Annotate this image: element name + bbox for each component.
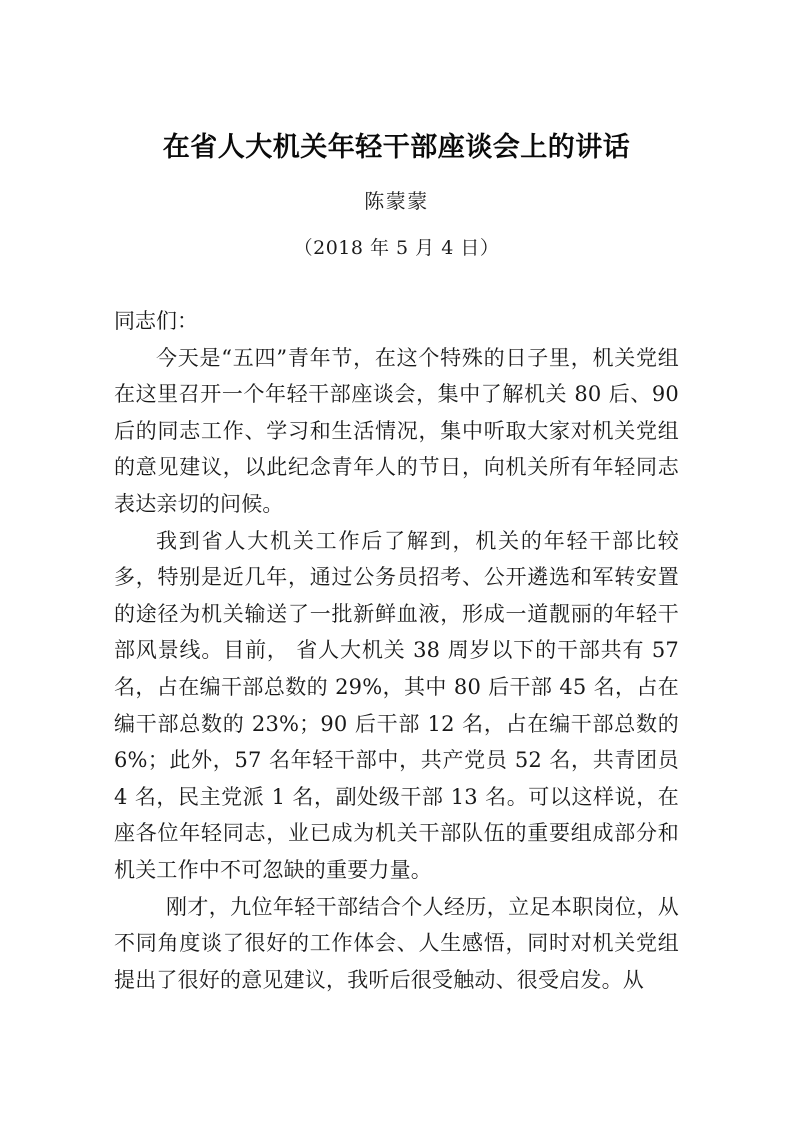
body-paragraph-1: 今天是“五四”青年节，在这个特殊的日子里，机关党组在这里召开一个年轻干部座谈会，集中了解机关 80 后、90 后的同志工作、学习和生活情况，集中听取大家对机关党组的意见建议，以此纪念青年人的节日，向机关所有年轻同志表达亲切的问候。 — [114, 345, 679, 516]
body-paragraph-2: 我到省人大机关工作后了解到，机关的年轻干部比较多，特别是近几年，通过公务员招考、公开遴选和军转安置的途径为机关输送了一批新鲜血液，形成一道靓丽的年轻干部风景线。目前， 省人大机关 38 周岁以下的干部共有 57 名，占在编干部总数的 29%，其中 80 后干部 45 名，占在编干部总数的 23%；90 后干部 12 名，占在编干部总数的 6%；此外，57 名年轻干部中，共产党员 52 名，共青团员 4 名，民主党派 1 名，副处级干部 13 名。可以这样说，在座各位年轻同志，业已成为机关干部队伍的重要组成部分和机关工作中不可忽缺的重要力量。 — [114, 528, 679, 882]
body-paragraph-3: 刚才，九位年轻干部结合个人经历，立足本职岗位，从不同角度谈了很好的工作体会、人生感悟，同时对机关党组提出了很好的意见建议，我听后很受触动、很受启发。从 — [114, 894, 679, 992]
document-date: （2018 年 5 月 4 日） — [293, 237, 500, 259]
page-title: 在省人大机关年轻干部座谈会上的讲话 — [162, 132, 631, 163]
document-author: 陈蒙蒙 — [364, 189, 429, 213]
document-body — [114, 303, 679, 998]
salutation-line: 同志们： — [114, 309, 198, 333]
